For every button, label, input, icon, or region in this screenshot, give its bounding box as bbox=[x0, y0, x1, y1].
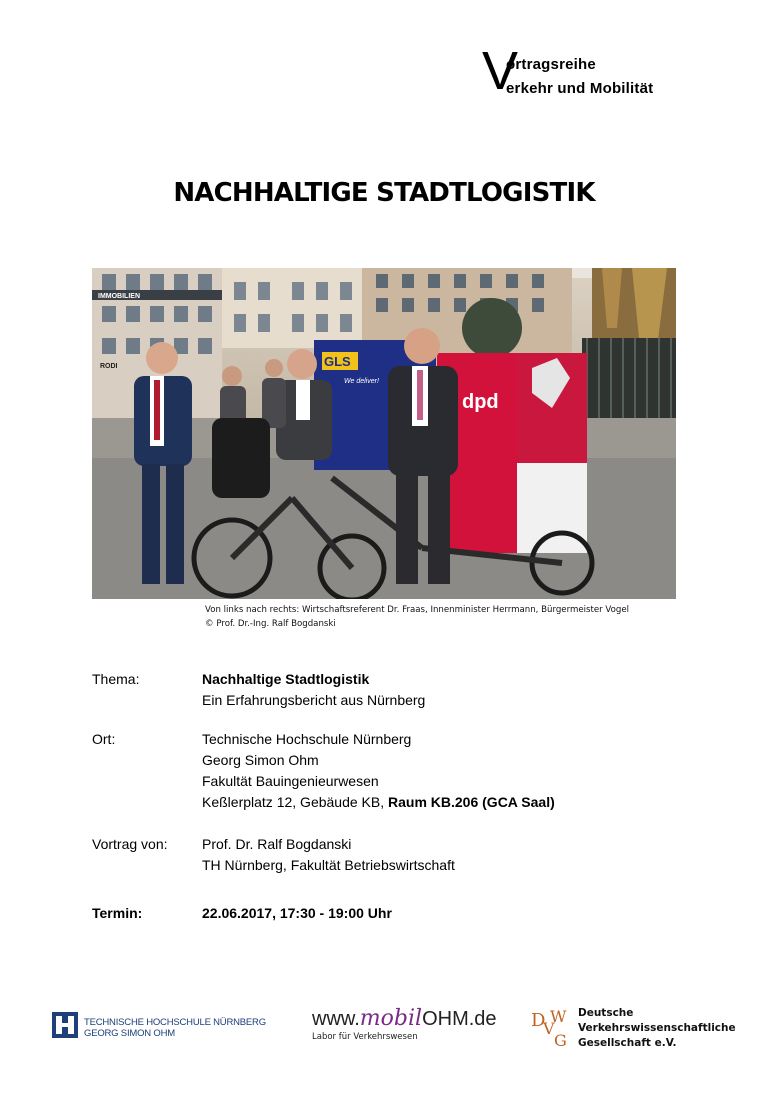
speaker-affiliation: TH Nürnberg, Fakultät Betriebswirtschaft bbox=[202, 857, 455, 873]
th-logo-mark-icon bbox=[52, 1012, 78, 1038]
mobilohm-url bbox=[312, 1006, 497, 1031]
document-title: NACHHALTIGE STADTLOGISTIK bbox=[173, 178, 595, 208]
ort-line2: Georg Simon Ohm bbox=[202, 752, 319, 768]
sign-rodi: RODI bbox=[100, 363, 118, 370]
ort-label: Ort: bbox=[92, 731, 116, 747]
dvwg-name bbox=[578, 1006, 736, 1051]
photo-caption bbox=[205, 603, 685, 631]
mobilohm-url-suffix: OHM.de bbox=[422, 1008, 497, 1030]
ort-value bbox=[202, 729, 555, 813]
ort-room: Raum KB.206 (GCA Saal) bbox=[388, 794, 555, 810]
dvwg-mark-icon bbox=[530, 1004, 572, 1048]
caption-names: Von links nach rechts: Wirtschaftsreferent Dr. Fraas, Innenminister Herrmann, Bürgermeister Vogel bbox=[205, 605, 630, 615]
sign-dpd: dpd bbox=[462, 391, 499, 413]
dvwg-letter-g: G bbox=[554, 1031, 567, 1048]
thema-label: Thema: bbox=[92, 671, 140, 687]
dvwg-letter-v: V bbox=[543, 1019, 555, 1038]
mobilohm-logo bbox=[312, 1006, 497, 1042]
ort-line3: Fakultät Bauingenieurwesen bbox=[202, 773, 379, 789]
termin-value: 22.06.2017, 17:30 - 19:00 Uhr bbox=[202, 905, 392, 921]
dvwg-letter-w: W bbox=[550, 1007, 567, 1026]
series-line1: ortragsreihe bbox=[506, 56, 596, 73]
mobilohm-url-mobil: mobil bbox=[359, 1006, 423, 1031]
ort-line1: Technische Hochschule Nürnberg bbox=[202, 731, 412, 747]
ort-line4: Keßlerplatz 12, Gebäude KB, bbox=[202, 794, 388, 810]
event-photo bbox=[92, 268, 676, 599]
dvwg-line1: Deutsche bbox=[578, 1007, 634, 1019]
sign-delivery: We deliver! bbox=[344, 378, 379, 385]
series-logo bbox=[482, 41, 712, 104]
dvwg-line3: Gesellschaft e.V. bbox=[578, 1037, 677, 1049]
ort-address bbox=[202, 792, 555, 813]
thema-title: Nachhaltige Stadtlogistik bbox=[202, 671, 370, 687]
dvwg-letter-d: D bbox=[531, 1010, 546, 1031]
series-line2: erkehr und Mobilität bbox=[506, 80, 654, 97]
mobilohm-subtitle: Labor für Verkehrswesen bbox=[312, 1032, 418, 1042]
vortrag-value bbox=[202, 834, 455, 876]
sign-gls: GLS bbox=[324, 354, 351, 369]
series-initial: V bbox=[482, 41, 519, 101]
thema-subtitle: Ein Erfahrungsbericht aus Nürnberg bbox=[202, 692, 426, 708]
thema-value bbox=[202, 669, 425, 711]
speaker-name: Prof. Dr. Ralf Bogdanski bbox=[202, 836, 352, 852]
th-name bbox=[84, 1017, 266, 1039]
dvwg-line2: Verkehrswissenschaftliche bbox=[578, 1022, 736, 1034]
termin-label: Termin: bbox=[92, 905, 143, 921]
th-line2: GEORG SIMON OHM bbox=[84, 1028, 175, 1039]
caption-credit: © Prof. Dr.-Ing. Ralf Bogdanski bbox=[205, 619, 336, 629]
sign-immobilien: IMMOBILIEN bbox=[98, 293, 140, 300]
th-line1: TECHNISCHE HOCHSCHULE NÜRNBERG bbox=[84, 1017, 266, 1028]
vortrag-label: Vortrag von: bbox=[92, 836, 168, 852]
mobilohm-url-prefix: www. bbox=[312, 1008, 360, 1030]
